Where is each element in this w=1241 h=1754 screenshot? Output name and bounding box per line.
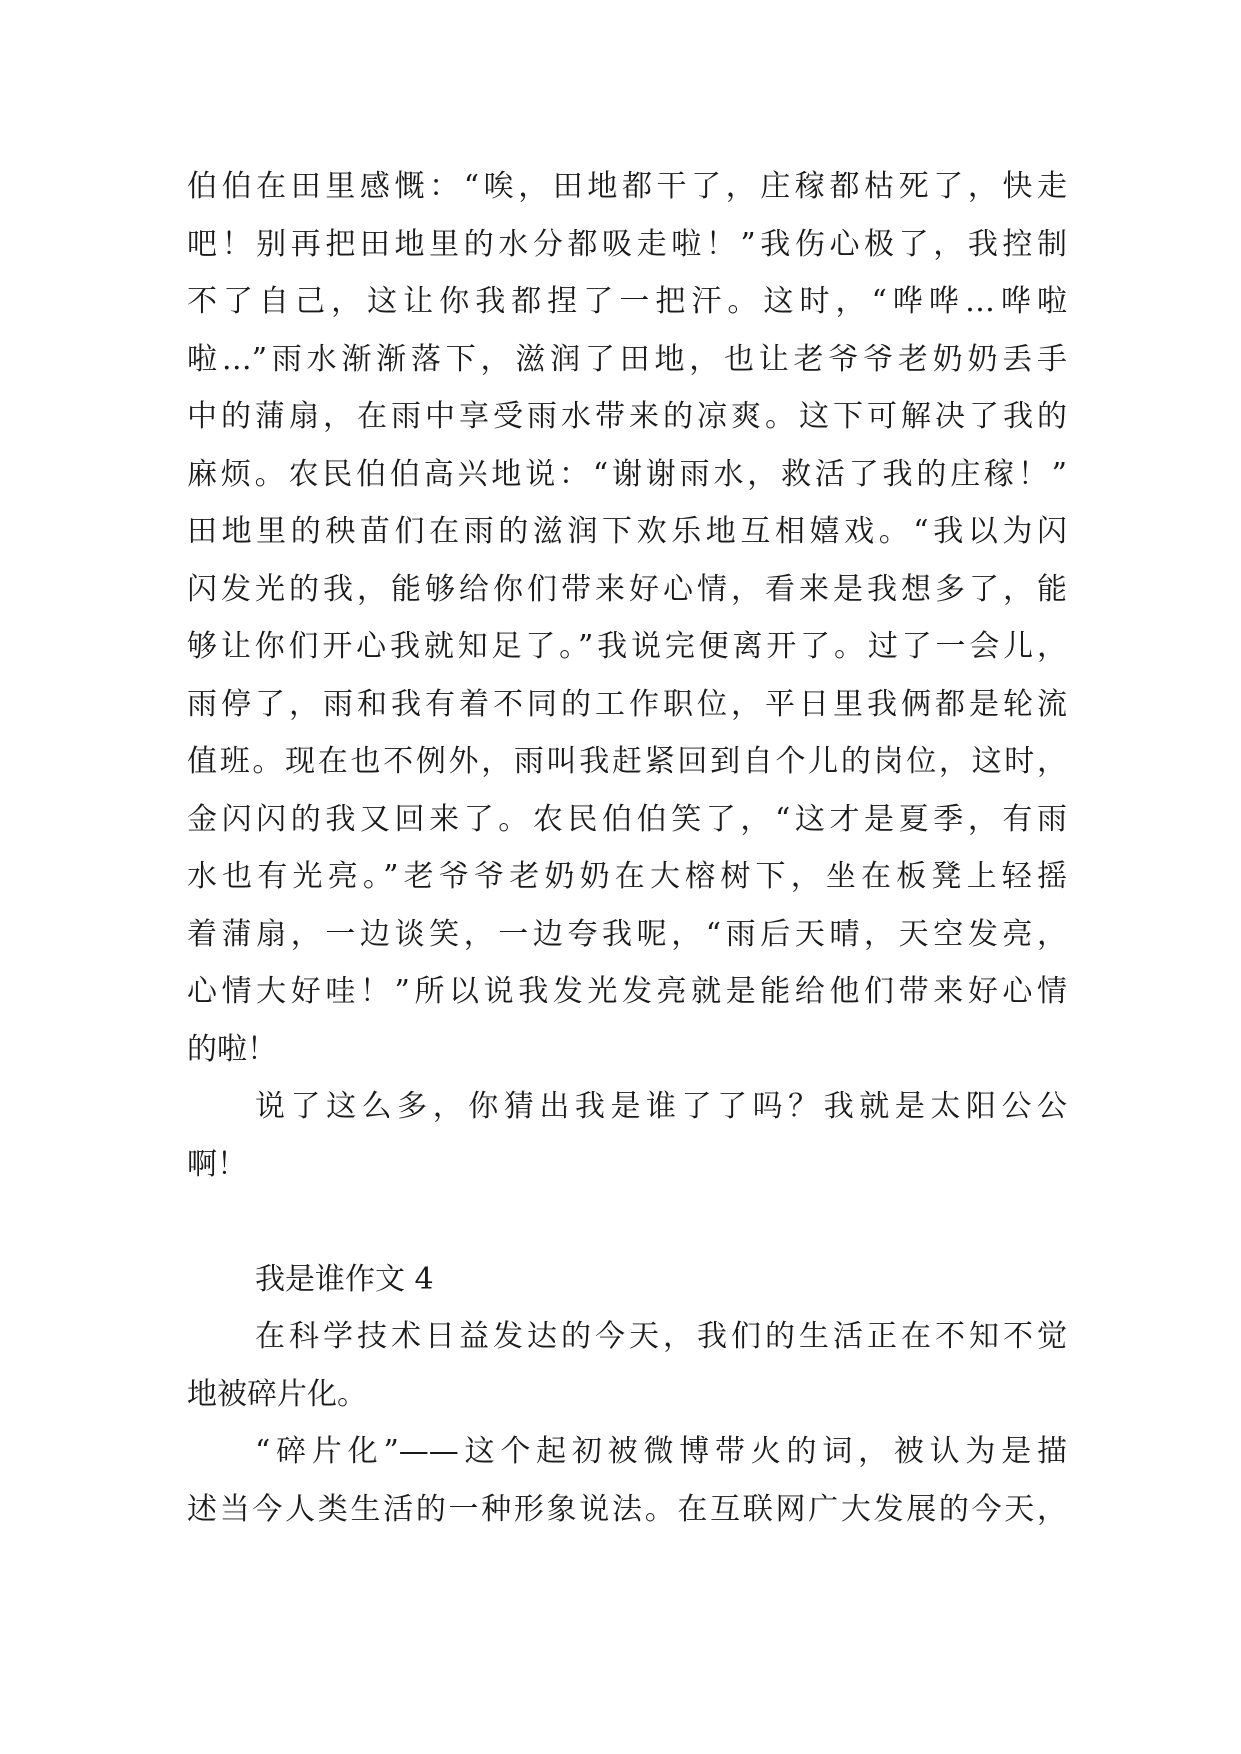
paragraph-line: 伯伯在田里感慨：“唉，田地都干了，庄稼都枯死了，快走 [187, 169, 1067, 204]
blank-line [187, 1193, 1067, 1251]
paragraph-line: 中的蒲扇，在雨中享受雨水带来的凉爽。这下可解决了我的 [187, 399, 1067, 434]
paragraph-line: 麻烦。农民伯伯高兴地说：“谢谢雨水，救活了我的庄稼！” [187, 456, 1067, 492]
paragraph-line: 啦…”雨水渐渐落下，滋润了田地，也让老爷爷老奶奶丢手 [187, 341, 1067, 377]
paragraph-line: 地被碎片化。 [187, 1376, 367, 1412]
paragraph-line: 说了这么多，你猜出我是谁了了吗？我就是太阳公公 [255, 1089, 1067, 1124]
paragraph-line: 心情大好哇！”所以说我发光发亮就是能给他们带来好心情 [187, 974, 1067, 1009]
paragraph-line: 雨停了，雨和我有着不同的工作职位，平日里我俩都是轮流 [187, 686, 1067, 722]
paragraph-line: 吧！别再把田地里的水分都吸走啦！”我伤心极了，我控制 [187, 226, 1067, 262]
paragraph-line: 水也有光亮。”老爷爷老奶奶在大榕树下，坐在板凳上轻摇 [187, 859, 1067, 894]
paragraph-line: 田地里的秧苗们在雨的滋润下欢乐地互相嬉戏。“我以为闪 [187, 514, 1067, 549]
paragraph-line: 啊！ [187, 1146, 247, 1182]
paragraph-line: 不了自己，这让你我都捏了一把汗。这时，“哗哗…哗啦 [187, 284, 1067, 319]
document-body [187, 158, 1067, 1538]
paragraph-line: 在科学技术日益发达的今天，我们的生活正在不知不觉 [255, 1319, 1067, 1354]
paragraph-line: 金闪闪的我又回来了。农民伯伯笑了，“这才是夏季，有雨 [187, 801, 1067, 837]
paragraph-line: 够让你们开心我就知足了。”我说完便离开了。过了一会儿， [187, 629, 1067, 664]
paragraph-line: 的啦！ [187, 1031, 277, 1067]
paragraph-line: 述当今人类生活的一种形象说法。在互联网广大发展的今天， [187, 1491, 1067, 1527]
paragraph-line: 着蒲扇，一边谈笑，一边夸我呢，“雨后天晴，天空发亮， [187, 916, 1067, 952]
paragraph-line: 闪发光的我，能够给你们带来好心情，看来是我想多了，能 [187, 571, 1067, 607]
paragraph-line: 值班。现在也不例外，雨叫我赶紧回到自个儿的岗位，这时， [187, 744, 1067, 779]
paragraph-line: “碎片化”——这个起初被微博带火的词，被认为是描 [255, 1434, 1067, 1469]
section-heading: 我是谁作文 4 [255, 1261, 434, 1297]
